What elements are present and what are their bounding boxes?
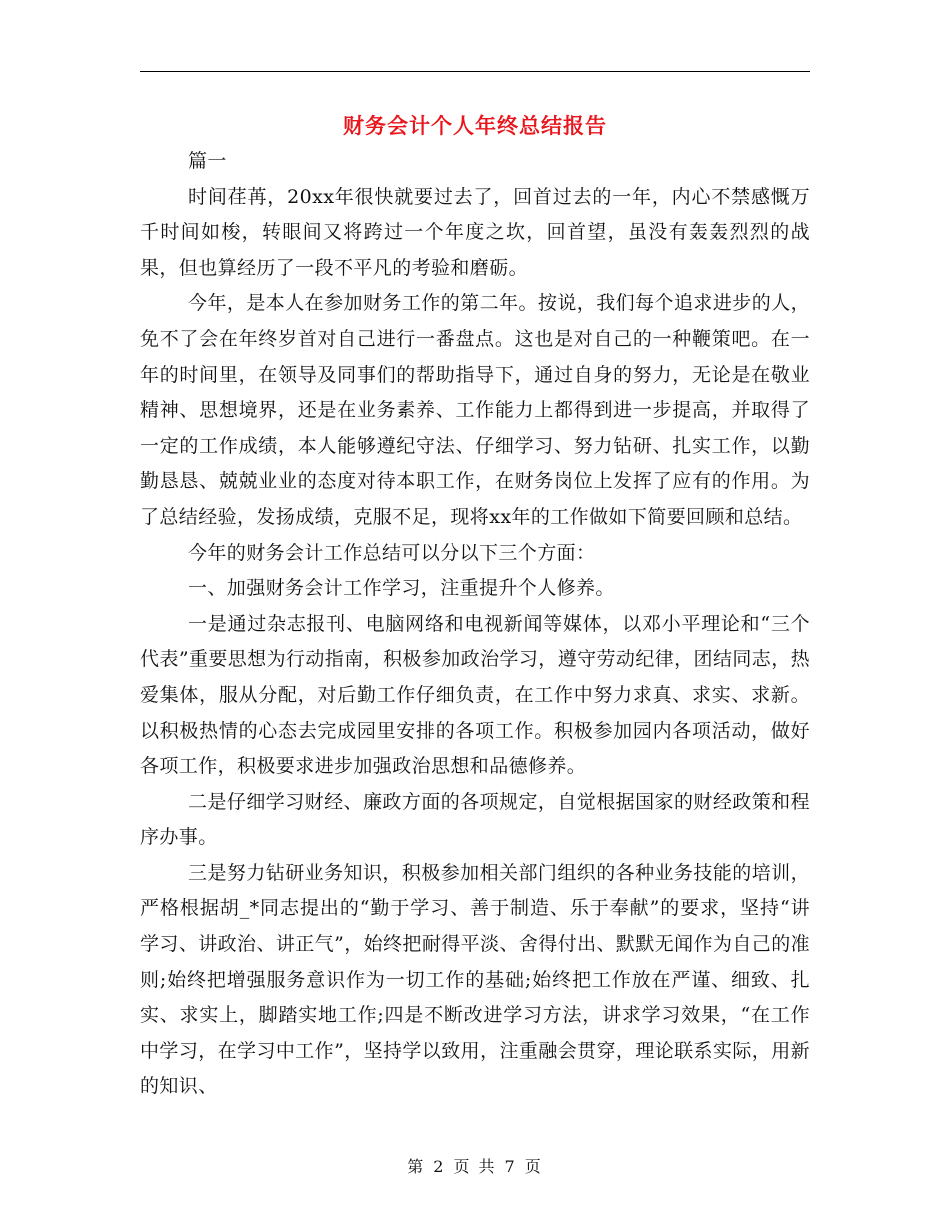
- paragraph: 今年的财务会计工作总结可以分以下三个方面：: [188, 541, 596, 564]
- paragraph: 今年，是本人在参加财务工作的第二年。按说，我们每个追求进步的人，免不了会在年终岁首对自己进行一番盘点。这也是对自己的一种鞭策吧。在一年的时间里，在领导及同事们的帮助指导下，通过自身的努力，无论是在敬业精神、思想境界，还是在业务素养、工作能力上都得到进一步提高，并取得了一定的工作成绩，本人能够遵纪守法、仔细学习、努力钻研、扎实工作，以勤勤恳恳、兢兢业业的态度对待本职工作，在财务岗位上发挥了应有的作用。为了总结经验，发扬成绩，克服不足，现将xx年的工作做如下简要回顾和总结。: [140, 292, 810, 528]
- paragraph: 三是努力钻研业务知识，积极参加相关部门组织的各种业务技能的培训，严格根据胡_*同志提出的“勤于学习、善于制造、乐于奉献”的要求，坚持“讲学习、讲政治、讲正气”，始终把耐得平淡、舍得付出、默默无闻作为自己的准则;始终把增强服务意识作为一切工作的基础;始终把工作放在严谨、细致、扎实、求实上，脚踏实地工作;四是不断改进学习方法，讲求学习效果，“在工作中学习，在学习中工作”，坚持学以致用，注重融会贯穿，理论联系实际，用新的知识、: [140, 861, 810, 1098]
- paragraph-heading: 一、加强财务会计工作学习，注重提升个人修养。: [188, 577, 615, 600]
- page-prefix: 第: [407, 1157, 426, 1176]
- paragraph: 一是通过杂志报刊、电脑网络和电视新闻等媒体，以邓小平理论和“三个代表”重要思想为行动指南，积极参加政治学习，遵守劳动纪律，团结同志，热爱集体，服从分配，对后勤工作仔细负责，在工作中努力求真、求实、求新。以积极热情的心态去完成园里安排的各项工作。积极参加园内各项活动，做好各项工作，积极要求进步加强政治思想和品德修养。: [140, 612, 810, 778]
- header-rule: [140, 71, 810, 72]
- page-footer: [0, 1154, 950, 1177]
- paragraph: 二是仔细学习财经、廉政方面的各项规定，自觉根据国家的财经政策和程序办事。: [140, 790, 810, 849]
- document-title: 财务会计个人年终总结报告: [343, 114, 607, 138]
- document-body: [140, 144, 810, 1105]
- page-number-total: 7: [504, 1157, 517, 1176]
- section-heading: 篇一: [188, 150, 227, 172]
- paragraph: 时间荏苒，20xx年很快就要过去了，回首过去的一年，内心不禁感慨万千时间如梭，转眼间又将跨过一个年度之坎，回首望，虽没有轰轰烈烈的战果，但也算经历了一段不平凡的考验和磨砺。: [140, 185, 810, 279]
- page-suffix: 页: [524, 1157, 543, 1176]
- page-number-current: 2: [433, 1157, 446, 1176]
- page-mid: 页 共: [453, 1157, 497, 1176]
